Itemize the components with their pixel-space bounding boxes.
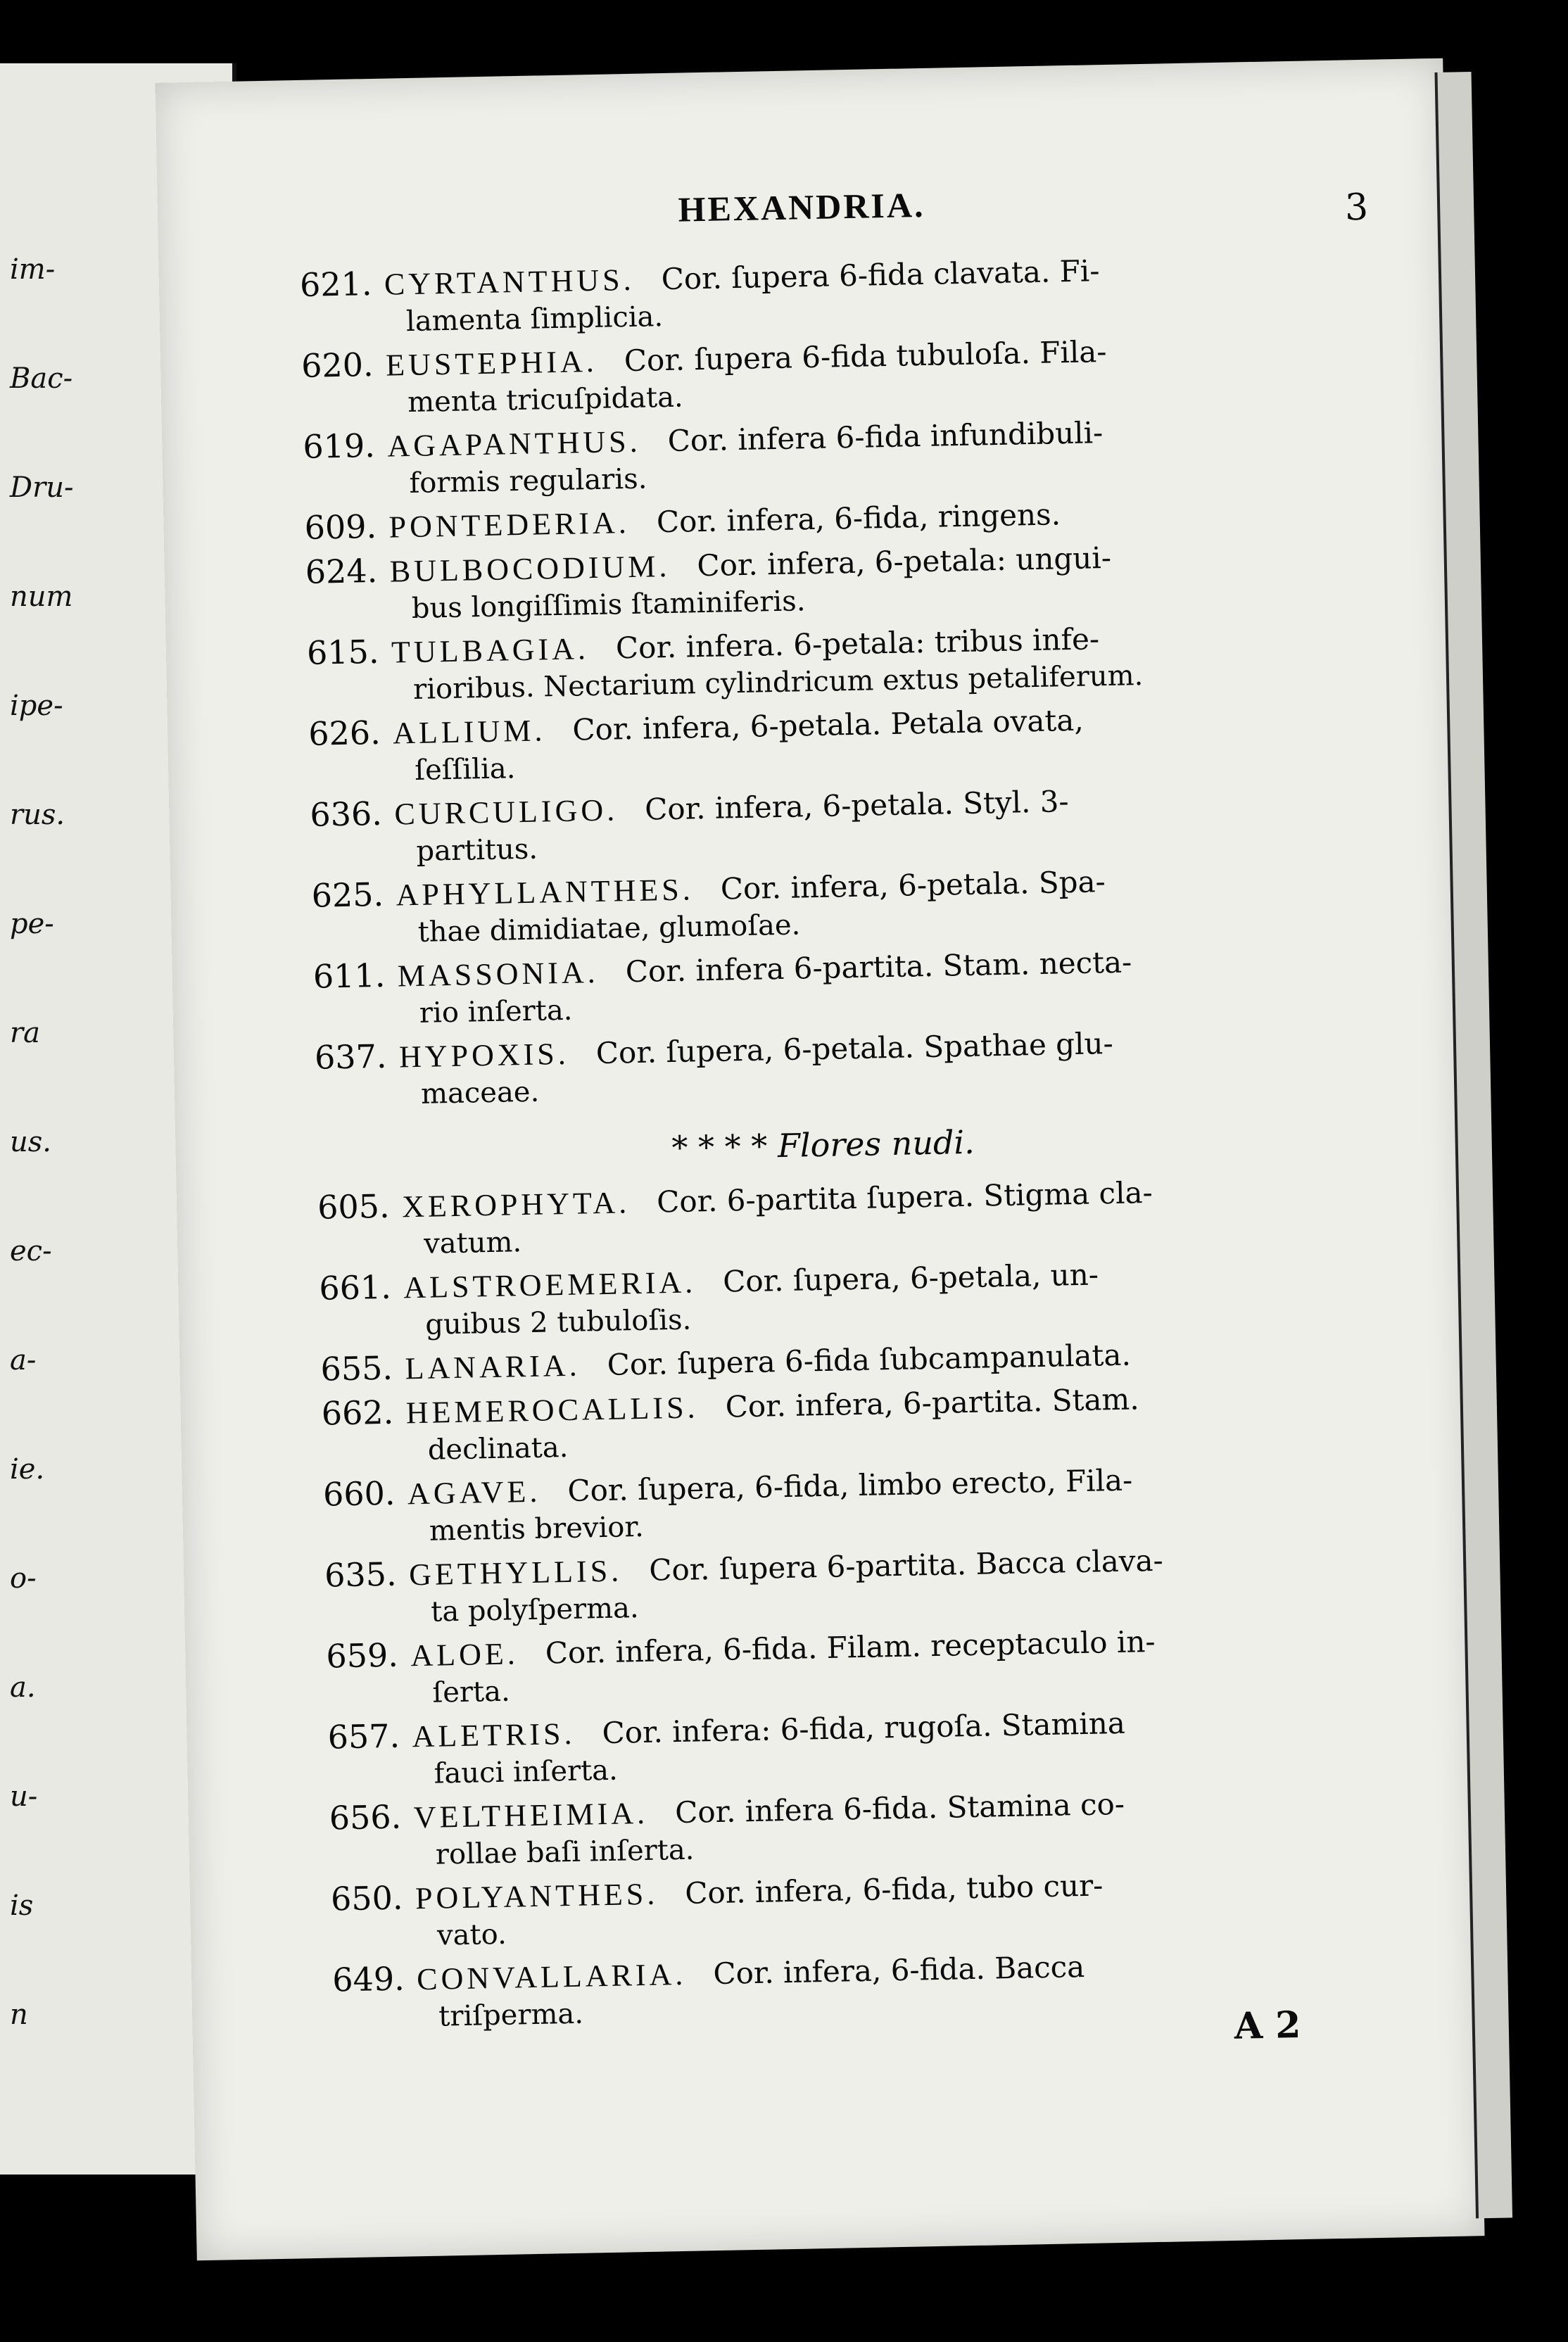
genus-description: Cor. infera 6-partita. Stam. necta- [625,944,1132,989]
genus-description-continued: vatum. [423,1226,522,1260]
entry-number: 660. [322,1474,396,1514]
genus-description: Cor. ſupera, 6-fida, limbo erecto, Fila- [567,1462,1133,1508]
genus-description: Cor. infera, 6-petala: ungui- [697,540,1112,583]
genus-entry [317,1170,1332,1265]
genus-description: Cor. infera 6-fida. Stamina co- [674,1786,1125,1830]
left-page-text: ie. [10,1453,45,1486]
section-heading: * * * * Flores nudi. [671,1122,975,1167]
genus-description-continued: triſperma. [438,1997,584,2033]
page-edge [1435,72,1513,2218]
genus-entry [312,939,1327,1034]
book-page [155,58,1484,2261]
genus-name: ALLIUM. [392,713,546,751]
genus-description-continued: rioribus. Nectarium cylindricum extus petaliferum. [412,659,1144,706]
genus-description: Cor. infera, 6-fida. Filam. receptaculo in- [545,1623,1156,1671]
left-page-text: im- [10,253,56,286]
genus-name: ALOE. [410,1636,519,1673]
genus-description: Cor. ſupera, 6-petala. Spathae glu- [595,1025,1114,1071]
left-page-text: o- [10,1562,37,1595]
genus-entry [311,858,1326,953]
page-header: HEXANDRIA. [678,184,925,229]
entry-number: 662. [321,1393,394,1433]
genus-entry [331,1861,1346,1956]
genus-entry [300,247,1315,342]
entry-number: 609. [304,507,377,547]
entry-number: 625. [311,875,384,915]
genus-description-continued: guibus 2 tubuloſis. [424,1303,692,1341]
genus-description: Cor. ſupera 6-fida clavata. Fi- [661,253,1100,297]
entry-number: 659. [325,1635,399,1676]
left-page-text: u- [10,1780,38,1813]
left-page-text: n [10,1999,28,2031]
genus-description: Cor. infera, 6-fida. Bacca [712,1949,1085,1992]
genus-description-continued: vato. [436,1918,507,1952]
entry-number: 649. [331,1959,405,1999]
entry-number: 615. [306,632,379,672]
genus-description: Cor. ſupera, 6-petala, un- [722,1257,1099,1299]
entry-number: 620. [301,345,374,385]
genus-name: LANARIA. [405,1348,581,1386]
signature-mark: A 2 [1234,2004,1301,2048]
entry-number: 661. [318,1267,392,1308]
genus-description-continued: ſerta. [432,1675,511,1709]
genus-name: CYRTANTHUS. [384,262,636,302]
genus-entry [303,409,1317,504]
genus-name: XEROPHYTA. [401,1185,631,1224]
genus-name: AGAVE. [407,1474,541,1512]
genus-entry [319,1251,1334,1346]
genus-description: Cor. 6-partita ſupera. Stigma cla- [656,1175,1153,1220]
genus-description: Cor. ſupera 6-fida tubuloſa. Fila- [624,334,1107,379]
genus-description-continued: ta polyſperma. [430,1592,640,1628]
genus-name: APHYLLANTHES. [396,872,695,913]
left-page-text: us. [10,1126,52,1158]
genus-name: EUSTEPHIA. [385,343,598,383]
genus-name: ALETRIS. [412,1716,576,1754]
entry-number: 637. [314,1037,388,1077]
entry-number: 619. [302,426,376,466]
left-page-text: a- [10,1344,37,1376]
genus-name: TULBAGIA. [391,631,590,670]
genus-name: HYPOXIS. [398,1036,570,1075]
entry-number: 655. [320,1348,393,1388]
genus-description: Cor. infera. 6-petala: tribus infe- [615,621,1100,666]
genus-name: HEMEROCALLIS. [405,1390,699,1431]
genus-description: Cor. infera, 6-fida, tubo cur- [684,1868,1104,1911]
genus-entry [329,1780,1343,1875]
left-page-text: ipe- [10,690,63,722]
genus-entry [310,777,1324,872]
genus-description-continued: thae dimidiatae, glumoſae. [417,909,801,949]
left-page-text: ra [10,1017,40,1049]
left-page-text: Bac- [10,362,73,395]
genus-description: Cor. ſupera 6-fida ſubcampanulata. [607,1337,1132,1382]
genus-description-continued: formis regularis. [409,462,647,500]
page-number: 3 [1344,186,1369,229]
entry-number: 656. [329,1797,402,1837]
genus-description: Cor. infera 6-fida infundibuli- [667,415,1104,458]
genus-description: Cor. infera, 6-petala. Styl. 3- [644,784,1070,827]
entry-number: 605. [317,1186,391,1227]
genus-entry [301,328,1316,423]
genus-description: Cor. infera, 6-petala. Spa- [720,864,1106,906]
genus-description: Cor. ſupera 6-partita. Bacca clava- [648,1543,1164,1588]
genus-entry [305,534,1320,629]
entry-number: 636. [309,794,383,834]
entry-number: 624. [305,551,378,591]
genus-name: BULBOCODIUM. [389,548,671,589]
left-page-text: is [10,1890,34,1922]
genus-entry [307,615,1322,710]
genus-description-continued: lamenta ſimplicia. [405,300,664,338]
genus-name: CONVALLARIA. [416,1956,687,1997]
entry-number: 650. [330,1878,403,1918]
genus-description-continued: mentis brevior. [429,1510,645,1547]
entry-number: 611. [312,956,386,996]
genus-description: Cor. infera, 6-fida, ringens. [656,497,1061,540]
genus-name: POLYANTHES. [415,1876,659,1916]
genus-description: Cor. infera, 6-petala. Petala ovata, [571,702,1085,747]
genus-entry [332,1942,1347,2037]
genus-description-continued: declinata. [427,1431,569,1467]
genus-description-continued: menta tricuſpidata. [407,381,684,419]
genus-entry [321,1376,1336,1471]
genus-name: CURCULIGO. [394,792,619,832]
genus-description-continued: ſeſſilia. [414,752,516,787]
genus-name: VELTHEIMIA. [413,1795,649,1835]
left-page-text: rus. [10,799,65,831]
entry-number: 657. [327,1716,400,1756]
genus-entry [327,1699,1342,1795]
genus-entry [324,1538,1339,1633]
genus-name: ALSTROEMERIA. [403,1265,697,1305]
left-page-text: ec- [10,1235,52,1267]
genus-entry [308,696,1323,791]
genus-description-continued: partitus. [416,833,538,868]
entry-list [300,247,1347,2042]
genus-description-continued: bus longiſſimis ſtaminiferis. [411,585,806,625]
entry-number: 621. [299,264,372,304]
entry-number: 626. [308,713,381,753]
genus-entry [315,1020,1329,1115]
genus-entry [326,1619,1341,1714]
genus-description-continued: maceae. [420,1075,540,1110]
genus-name: AGAPANTHUS. [386,424,642,464]
genus-description-continued: fauci inſerta. [434,1754,619,1790]
left-page-text: pe- [10,908,54,940]
left-page-text: Dru- [10,471,74,504]
genus-name: PONTEDERIA. [388,505,631,545]
entry-number: 635. [324,1555,398,1595]
genus-description-continued: rollae baſi inſerta. [435,1833,695,1871]
genus-description: Cor. infera: 6-fida, rugoſa. Stamina [602,1705,1126,1751]
genus-description-continued: rio inſerta. [419,994,573,1030]
left-page-text: a. [10,1671,36,1704]
genus-name: GETHYLLIS. [408,1553,623,1593]
genus-name: MASSONIA. [397,954,600,994]
left-page-text: num [10,581,73,613]
genus-entry [323,1457,1338,1552]
genus-description: Cor. infera, 6-partita. Stam. [725,1381,1140,1424]
